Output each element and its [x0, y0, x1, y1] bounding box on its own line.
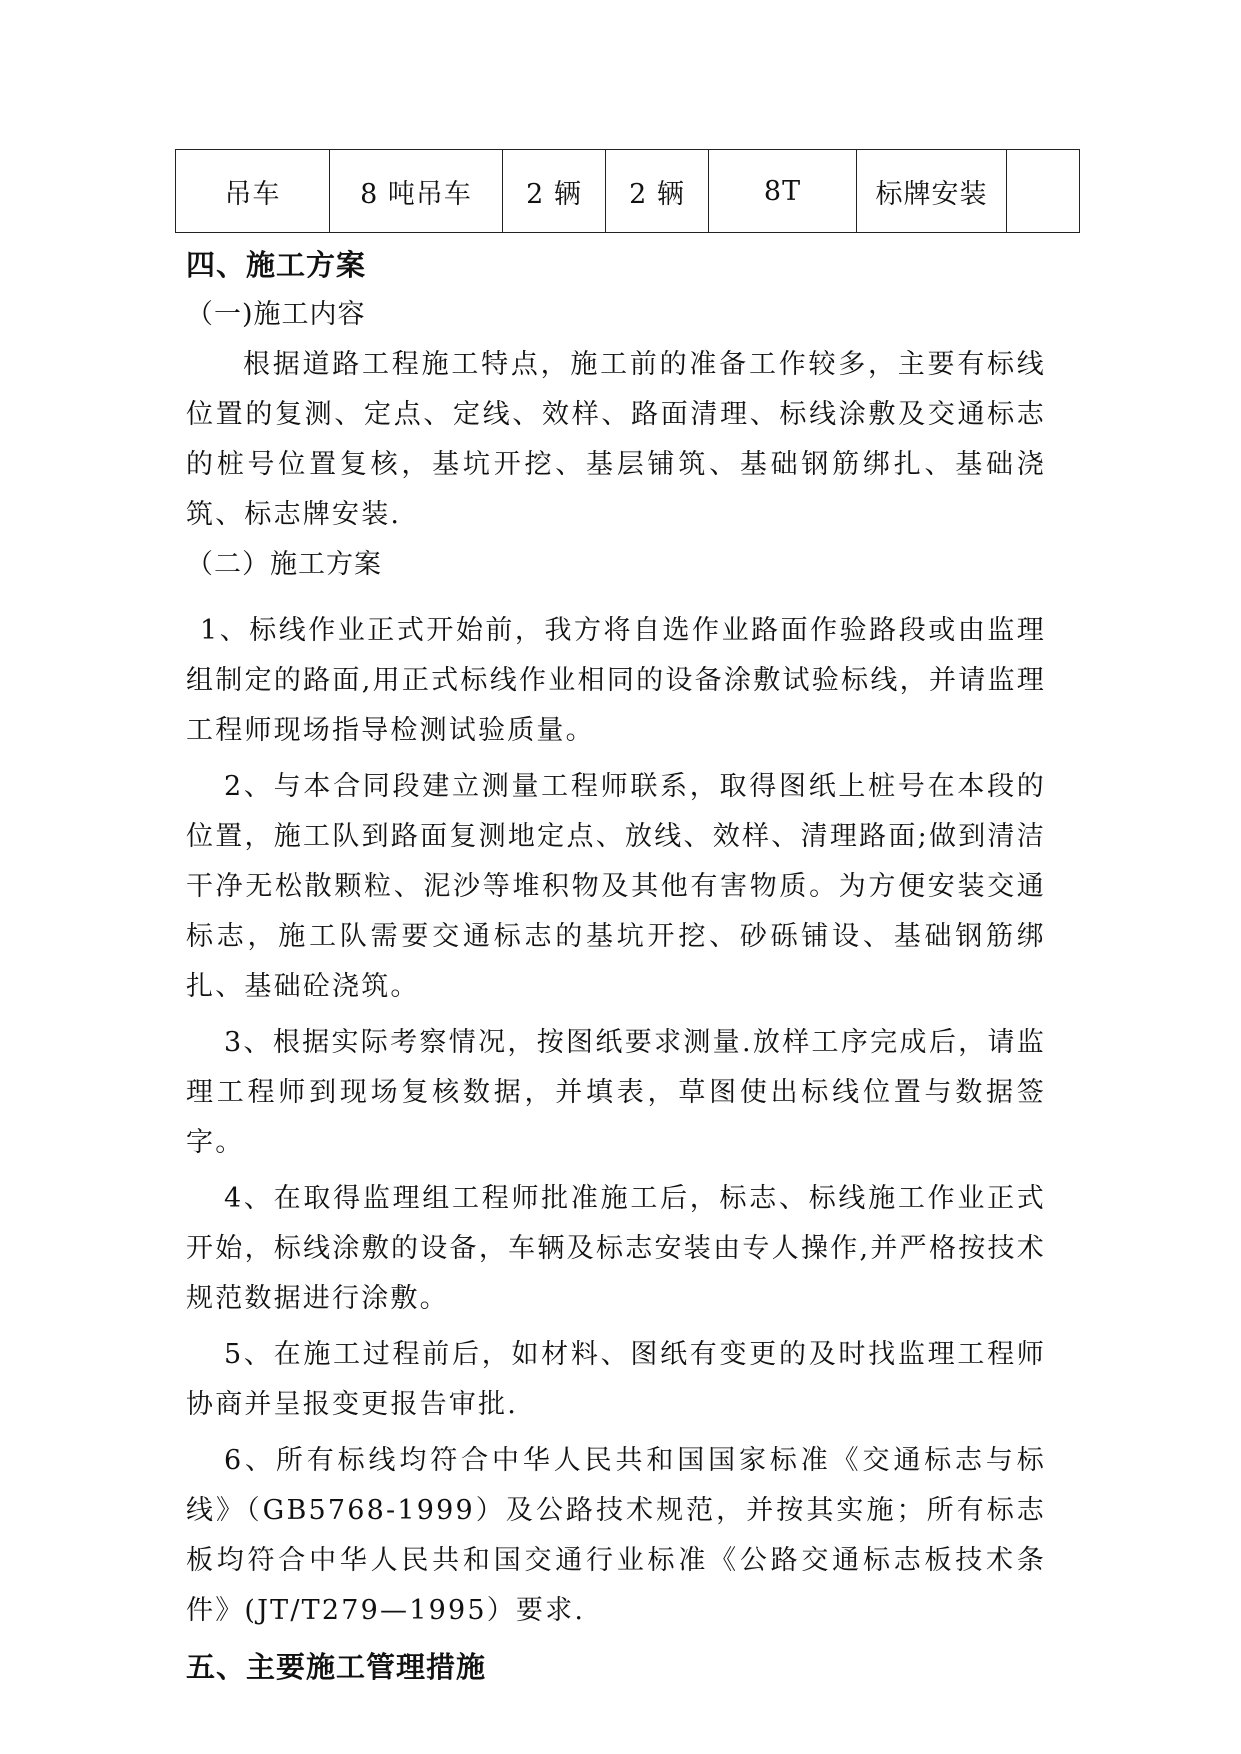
list-item: 4、在取得监理组工程师批准施工后，标志、标线施工作业正式开始，标线涂敷的设备，车辆及标志安装由专人操作,并严格按技术规范数据进行涂敷。: [186, 1183, 1046, 1314]
equipment-remark-cell: [1007, 150, 1080, 233]
paragraph: 根据道路工程施工特点，施工前的准备工作较多，主要有标线位置的复测、定点、定线、效样、路面清理、标线涂敷及交通标志的桩号位置复核，基坑开挖、基层铺筑、基础钢筋绑扎、基础浇筑、标志牌安装.: [186, 349, 1046, 530]
equipment-name-cell: 吊车: [176, 150, 330, 233]
list-item: 6、所有标线均符合中华人民共和国国家标准《交通标志与标线》（GB5768-1999）及公路技术规范，并按其实施；所有标志板均符合中华人民共和国交通行业标准《公路交通标志板技术条件》(JT/T279—1995）要求.: [186, 1445, 1046, 1626]
list-item: 3、根据实际考察情况，按图纸要求测量.放样工序完成后，请监理工程师到现场复核数据，并填表，草图使出标线位置与数据签字。: [186, 1027, 1046, 1158]
list-item: 5、在施工过程前后，如材料、图纸有变更的及时找监理工程师协商并呈报变更报告审批.: [186, 1339, 1046, 1420]
section-heading: 五、主要施工管理措施: [186, 1650, 487, 1684]
section-heading: 四、施工方案: [186, 248, 367, 282]
list-item: 2、与本合同段建立测量工程师联系，取得图纸上桩号在本段的位置，施工队到路面复测地定点、放线、效样、清理路面;做到清洁干净无松散颗粒、泥沙等堆积物及其他有害物质。为方便安装交通标志，施工队需要交通标志的基坑开挖、砂砾铺设、基础钢筋绑扎、基础砼浇筑。: [186, 771, 1046, 1002]
subsection-title: （二）施工方案: [186, 549, 382, 580]
equipment-capacity-cell: 8T: [709, 150, 857, 233]
equipment-usage-cell: 标牌安装: [857, 150, 1007, 233]
subsection-title: （一)施工内容: [186, 299, 366, 330]
equipment-count-cell: 2 辆: [503, 150, 606, 233]
equipment-count-cell: 2 辆: [606, 150, 709, 233]
list-item: 1、标线作业正式开始前，我方将自选作业路面作验路段或由监理组制定的路面,用正式标线作业相同的设备涂敷试验标线，并请监理工程师现场指导检测试验质量。: [186, 615, 1046, 746]
table-row: [176, 150, 1080, 233]
equipment-spec-cell: 8 吨吊车: [330, 150, 503, 233]
document-body: [186, 240, 1046, 1692]
equipment-table: [175, 149, 1080, 233]
